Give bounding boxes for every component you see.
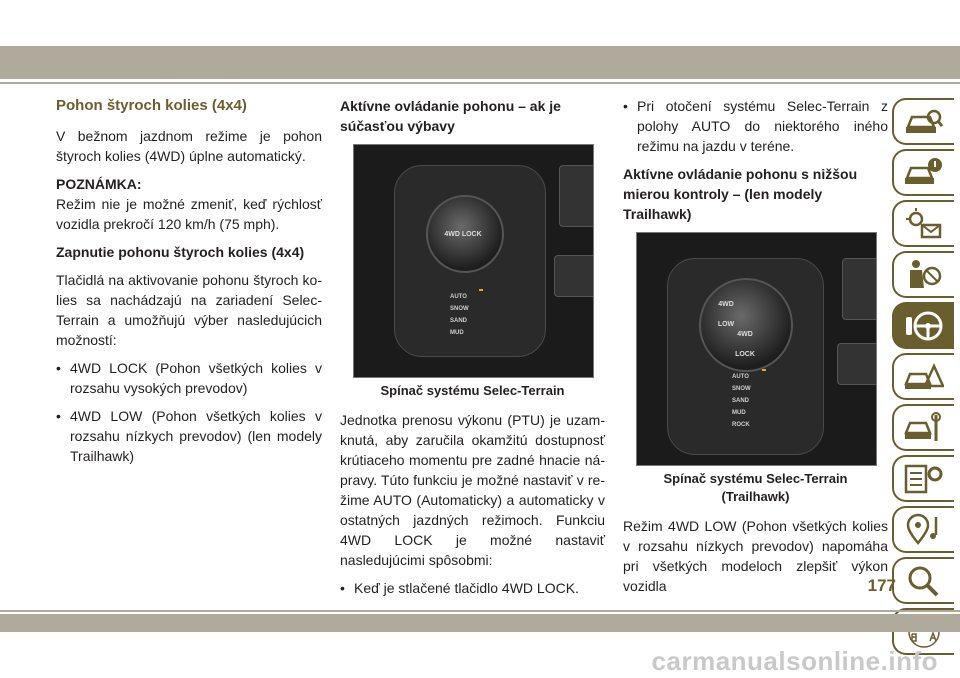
settings-list-icon	[904, 462, 944, 496]
steering-wheel-icon	[904, 309, 944, 343]
footer-rule	[0, 610, 960, 612]
car-tools-icon	[904, 411, 944, 445]
list-item: • Pri otočení systému Selec-Terrain z polohy AUTO do niektorého iného režimu na jazdu v teréne.	[623, 96, 888, 156]
header-bar	[0, 46, 960, 79]
column-middle	[340, 96, 605, 606]
mode-label: SAND	[450, 318, 468, 324]
list-item: • 4WD LOW (Pohon všetkých kolies v rozsahu nízkych prevodov) (len modely Trailhawk)	[56, 406, 322, 466]
bullet-list	[340, 578, 605, 598]
caption-line: (Trailhawk)	[721, 489, 790, 504]
mode-label: SNOW	[450, 306, 469, 312]
mode-label: AUTO	[732, 374, 749, 380]
driver-seatbelt-icon	[904, 258, 944, 292]
note-text: Režim nie je možné zmeniť, keď rýchlosť vozidla prekročí 120 km/h (75 mph).	[56, 196, 322, 232]
mode-label: MUD	[732, 410, 746, 416]
paragraph: Režim 4WD LOW (Pohon všetkých kolies v rozsahu nízkych prevodov) napomáha pri všetkých modeloch zlepšiť výkon vozidla	[623, 518, 888, 594]
paragraph: Jednotka prenosu výkonu (PTU) je uzamknutá, aby zaručila okamžitú dostupnosť krútiaceho momentu pre zadné hnacie nápravy. Túto funkciu je možné nastaviť v režime AUTO (Automaticky) a automaticky v ostatných jazdných režimoch. Funkciu 4WD LOCK je možné nastaviť nasledujúcimi spôsobmi:	[340, 412, 605, 568]
mode-label: MUD	[450, 330, 464, 336]
tab-car-search[interactable]	[892, 98, 954, 145]
footer-bar	[0, 614, 960, 632]
mode-label: SAND	[732, 398, 750, 404]
column-left	[56, 96, 322, 474]
warning-triangle-car-icon	[904, 360, 944, 394]
tab-settings-list[interactable]	[892, 455, 954, 502]
page-top-margin	[0, 0, 960, 46]
selec-terrain-trailhawk-photo	[636, 232, 877, 466]
chapter-tabs	[892, 98, 954, 659]
mode-label: AUTO	[450, 294, 467, 300]
note-label: POZNÁMKA:	[56, 176, 142, 192]
figure-caption: Spínač systému Selec-Terrain	[380, 383, 565, 398]
paragraph: Tlačidlá na aktivovanie pohonu štyroch kolies sa nachádzajú na zariadení Selec-Terrain a umožňujú výber nasledujúcich možností:	[56, 272, 322, 348]
figure-caption	[623, 470, 888, 506]
list-item: • 4WD LOCK (Pohon všetkých kolies v rozsahu vysokých prevodov)	[56, 358, 322, 398]
button-label: 4WD LOW	[717, 301, 735, 328]
mode-label: SNOW	[732, 386, 751, 392]
mode-label: ROCK	[732, 422, 750, 428]
magnifier-icon	[904, 564, 944, 598]
paragraph: V bežnom jazdnom režime je pohon štyroch kolies (4WD) úplne automatický.	[56, 128, 322, 164]
column-right	[623, 96, 888, 604]
power-outlet-panel	[837, 343, 877, 385]
section-heading: Aktívne ovládanie pohonu s nižšou mierou kontroly – (len modely Trailhawk)	[623, 166, 858, 222]
bullet-list	[56, 358, 322, 466]
sub-heading: Zapnutie pohonu štyroch kolies (4x4)	[56, 244, 305, 260]
dashboard-warning-icon	[904, 207, 944, 241]
mode-indicator-led	[479, 289, 483, 291]
button-label: 4WD LOCK	[735, 331, 755, 358]
car-info-icon	[904, 156, 944, 190]
mode-indicator-led	[762, 369, 766, 371]
caption-line: Spínač systému Selec-Terrain	[663, 471, 848, 486]
power-outlet-panel	[554, 255, 594, 297]
watermark: carmanualsonline.info	[651, 646, 938, 676]
tab-dashboard-warning[interactable]	[892, 200, 954, 247]
usb-panel	[559, 165, 594, 227]
bullet-list	[623, 96, 888, 156]
tab-car-tools[interactable]	[892, 404, 954, 451]
section-heading: Aktívne ovládanie pohonu – ak je súčasťou výbavy	[340, 98, 561, 134]
usb-panel	[842, 258, 877, 320]
tab-steering-wheel[interactable]	[892, 302, 954, 349]
tab-car-info[interactable]	[892, 149, 954, 196]
page-number: 177	[867, 576, 896, 595]
tab-warning-triangle-car[interactable]	[892, 353, 954, 400]
tab-driver-seatbelt[interactable]	[892, 251, 954, 298]
navigation-music-icon	[904, 513, 944, 547]
header-rule	[0, 82, 960, 84]
selec-terrain-switch-photo	[353, 144, 594, 378]
tab-magnifier[interactable]	[892, 557, 954, 604]
section-heading: Pohon štyroch kolies (4x4)	[56, 97, 247, 114]
car-search-icon	[904, 105, 944, 139]
knob-label: 4WD LOCK	[444, 231, 482, 238]
list-item: • Keď je stlačené tlačidlo 4WD LOCK.	[340, 578, 605, 598]
tab-navigation-music[interactable]	[892, 506, 954, 553]
